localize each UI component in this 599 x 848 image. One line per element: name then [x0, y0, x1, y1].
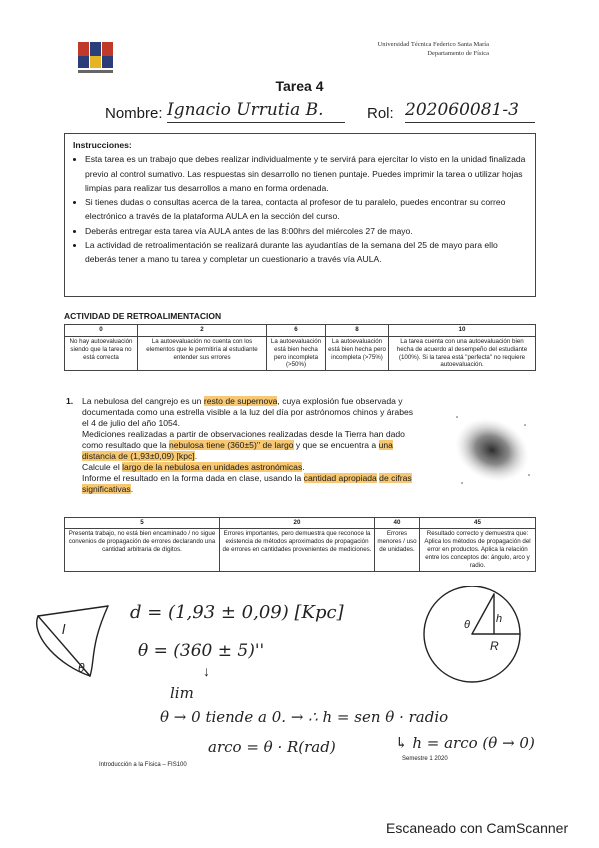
- question-number: 1.: [66, 396, 74, 406]
- course-footer: Introducción a la Física – FIS100: [99, 762, 187, 768]
- q-text: Informe el resultado en la forma dada en clase, usando la: [82, 473, 304, 483]
- arc-equation: arco = θ · R(rad): [208, 738, 336, 756]
- handwritten-work: [20, 586, 590, 756]
- grading-table: [64, 517, 536, 572]
- question-text: [66, 396, 422, 495]
- scanner-watermark: Escaneado con CamScanner: [386, 820, 569, 836]
- instruction-item: • Esta tarea es un trabajo que debes realizar individualmente y te servirá para ejercitar lo visto en la unidad finalizada previo al control sumativo. Las respuestas sin desarrollo no tienen puntaje. Puedes imprimir la tarea o utilizar hojas limpias para realizar tus desarrollos a mano en forma ordenada.: [85, 152, 527, 195]
- q-highlight: largo de la nebulosa en unidades astronómicas: [122, 462, 303, 472]
- down-arrow-icon: ↓: [203, 663, 210, 679]
- student-rol: 202060081-3: [405, 100, 535, 123]
- instruction-item: • La actividad de retroalimentación se realizará durante las ayudantías de la semana del 25 de mayo para ello deberás tener a mano tu tarea y completar un cuestionario a través vía AULA.: [85, 238, 527, 267]
- retro-desc: La tarea cuenta con una autoevaluación bien hecha de acuerdo al desempeño del estudiante (100%). Si la tarea está "perfecta" no requiere autoevaluación.: [389, 337, 536, 371]
- grading-score: 45: [420, 518, 536, 529]
- page-title: Tarea 4: [275, 78, 324, 94]
- q-text: .: [130, 484, 134, 494]
- q-text: La nebulosa del cangrejo es un: [82, 396, 204, 406]
- grading-score: 5: [65, 518, 220, 529]
- grading-desc: Presenta trabajo, no está bien encaminado / no sigue convenios de propagación de errores declarando una cantidad arbitraria de dígitos.: [65, 529, 220, 572]
- retro-desc: La autoevaluación no cuenta con los elementos que le permitiría al estudiante entender sus errores: [138, 337, 267, 371]
- grading-score: 20: [220, 518, 375, 529]
- r-label: R: [490, 639, 499, 653]
- crab-nebula-image: [447, 405, 537, 495]
- q-text: .: [194, 451, 198, 461]
- q-text: .: [302, 462, 305, 472]
- q-text: y que se encuentra a: [293, 440, 379, 450]
- retro-table: [64, 324, 536, 371]
- q-highlight: cantidad apropiada: [303, 473, 377, 483]
- l-label: l: [62, 621, 66, 637]
- university-logo: [76, 40, 116, 76]
- h-arc-equation: ↳ h = arco (θ → 0): [395, 734, 535, 752]
- department-name: Departamento de Física: [427, 50, 489, 57]
- q-highlight: resto de supernova: [203, 396, 278, 406]
- retro-score: 8: [326, 325, 389, 337]
- retro-score: 0: [65, 325, 138, 337]
- instruction-item: • Deberás entregar esta tarea vía AULA antes de las 8:00hrs del miércoles 27 de mayo.: [85, 224, 527, 238]
- retro-desc: La autoevaluación está bien hecha pero incompleta (>75%): [326, 337, 389, 371]
- grading-desc: Errores menores / uso de unidades.: [375, 529, 420, 572]
- retro-score: 10: [389, 325, 536, 337]
- grading-score: 40: [375, 518, 420, 529]
- rol-label: Rol:: [367, 105, 394, 122]
- circle-sketch: [424, 586, 520, 682]
- instructions-box: [64, 133, 536, 297]
- theta-label: θ: [464, 619, 470, 631]
- distance-equation: d = (1,93 ± 0,09) [Kpc]: [130, 602, 344, 623]
- retro-heading: ACTIVIDAD DE RETROALIMENTACION: [64, 311, 222, 321]
- name-row: [105, 100, 535, 126]
- grading-desc: Errores importantes, pero demuestra que reconoce la existencia de métodos aproximados de propagación de errores en cantidades provenientes de mediciones.: [220, 529, 375, 572]
- student-name: Ignacio Urrutia B.: [167, 100, 345, 123]
- q-text: Mediciones realizadas a partir de observaciones realizadas desde la Tierra han dado como resultado que la: [82, 429, 405, 450]
- retro-desc: No hay autoevaluación siendo que la tarea no está correcta: [65, 337, 138, 371]
- angle-equation: θ = (360 ± 5)'': [138, 641, 265, 661]
- name-label: Nombre:: [105, 105, 163, 122]
- university-name: Universidad Técnica Federico Santa María: [377, 41, 489, 48]
- theta-label: θ: [78, 661, 85, 675]
- instruction-item: • Si tienes dudas o consultas acerca de la tarea, contacta al profesor de tu paralelo, puedes encontrar su correo electrónico a través de la plataforma AULA en la sección del curso.: [85, 195, 527, 224]
- grading-desc: Resultado correcto y demuestra que: Aplica los métodos de propagación del error en productos. Aplica la relación entre los conceptos de: ángulo, arco y radio.: [420, 529, 536, 572]
- semester-footer: Semestre 1 2020: [402, 756, 448, 762]
- retro-desc: La autoevaluación está bien hecha pero incompleta (>50%): [267, 337, 326, 371]
- retro-score: 6: [267, 325, 326, 337]
- q-highlight: nebulosa tiene (360±5)'' de largo: [168, 440, 294, 450]
- q-text: Calcule el: [82, 462, 123, 472]
- university-header: [378, 40, 489, 58]
- instructions-heading: Instrucciones:: [73, 140, 132, 150]
- limit-line: θ → 0 tiende a 0. → ∴ h = sen θ · radio: [160, 708, 449, 726]
- question-1: [66, 396, 422, 495]
- lim-label: lim: [170, 684, 194, 702]
- instructions-list: [73, 152, 527, 266]
- q-highlight: una distancia de (1,93±0,09) [kpc]: [82, 440, 393, 461]
- retro-score: 2: [138, 325, 267, 337]
- q-text: , cuya explosión fue observada y documentada como una estrella visible a la luz del día por astrónomos chinos y árabes el 4 de julio del año 1054.: [82, 396, 414, 428]
- q-highlight: de cifras significativas: [82, 473, 412, 494]
- h-label: h: [496, 613, 503, 625]
- sector-sketch: [37, 606, 108, 676]
